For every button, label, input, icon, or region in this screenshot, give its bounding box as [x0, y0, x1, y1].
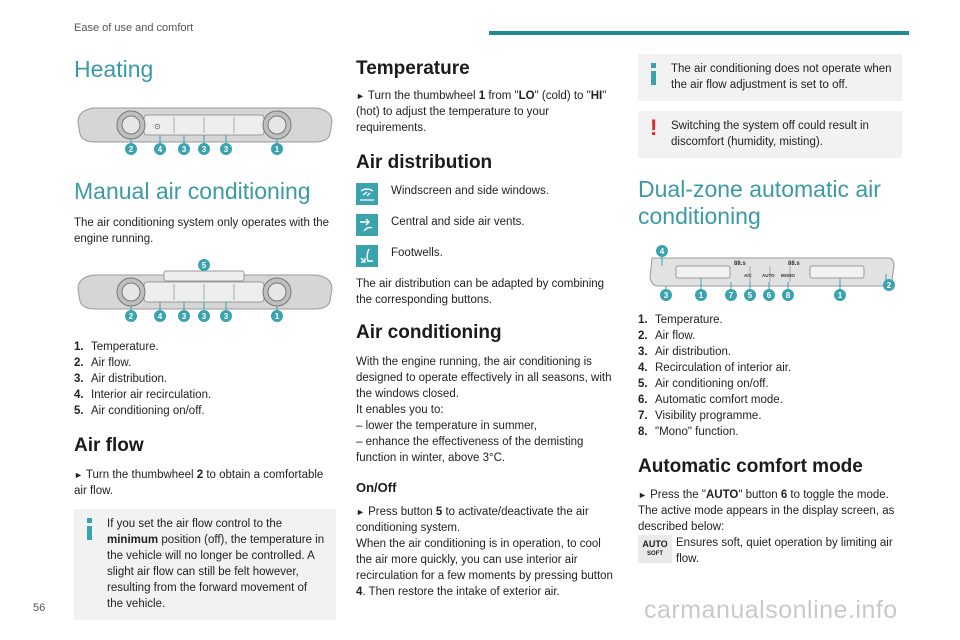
warning-note: ! Switching the system off could result in discomfort (humidity, misting). — [638, 111, 902, 158]
list-item: Windscreen and side windows. — [356, 183, 620, 210]
display-temp-right: 88.s — [788, 261, 800, 267]
list-item: 4. Interior air recirculation. — [74, 389, 212, 401]
auto-button-label: AUTO — [762, 273, 775, 278]
callout: 2 — [128, 145, 134, 154]
column-middle — [356, 50, 620, 600]
warning-icon: ! — [650, 115, 658, 140]
auto-step: ► Press the "AUTO" button 6 to toggle the mode. — [638, 489, 889, 501]
list-item: 2. Air flow. — [74, 357, 132, 369]
callout: 7 — [728, 291, 734, 300]
heading-automatic-comfort: Automatic comfort mode — [638, 456, 863, 477]
callout: 2 — [128, 312, 134, 321]
callout: 4 — [659, 247, 665, 256]
info-icon — [87, 518, 92, 540]
ac-button-label: A/C — [744, 273, 752, 278]
display-temp-left: 88.s — [734, 261, 746, 267]
heading-manual-ac: Manual air conditioning — [74, 178, 311, 204]
distribution-text: The air distribution can be adapted by combining the corresponding buttons. — [356, 278, 605, 306]
windscreen-icon — [356, 183, 378, 205]
callout: 1 — [274, 312, 280, 321]
callout: 1 — [837, 291, 843, 300]
callout: 2 — [886, 281, 892, 290]
auto-soft-text: Ensures soft, quiet operation by limiting air flow. — [676, 537, 893, 565]
list-item: 3. Air distribution. — [74, 373, 168, 385]
callout: 6 — [766, 291, 772, 300]
list-item: 4. Recirculation of interior air. — [638, 362, 792, 374]
callout: 8 — [785, 291, 791, 300]
callout: 3 — [201, 145, 207, 154]
list-item: Footwells. — [356, 245, 620, 272]
section-title: Ease of use and comfort — [74, 22, 194, 34]
callout: 3 — [663, 291, 669, 300]
manual-ac-text: The air conditioning system only operates with the engine running. — [74, 217, 330, 245]
auto-text: The active mode appears in the display screen, as described below: — [638, 505, 895, 533]
page-number: 56 — [33, 602, 46, 614]
list-item: Central and side air vents. — [356, 214, 620, 241]
info-note: If you set the air flow control to the minimum position (off), the temperature in the vehicle will no longer be controlled. A slight air flow can still be felt however, resulting from the forward movement of the vehicle. — [74, 509, 336, 620]
callout: 5 — [201, 261, 207, 270]
callout: 3 — [223, 145, 229, 154]
heading-air-flow: Air flow — [74, 435, 144, 456]
manual-ac-panel-illustration — [74, 259, 336, 325]
ac-bullet: – lower the temperature in summer, — [356, 420, 537, 432]
auto-soft-icon: AUTO SOFT — [638, 535, 672, 563]
heading-on-off: On/Off — [356, 480, 397, 495]
heading-air-conditioning: Air conditioning — [356, 322, 502, 343]
list-item: 5. Air conditioning on/off. — [74, 405, 205, 417]
heating-panel-illustration — [74, 100, 336, 158]
list-item: 1. Temperature. — [74, 341, 159, 353]
heading-heating: Heating — [74, 56, 154, 82]
callout: 3 — [181, 312, 187, 321]
ac-text: It enables you to: — [356, 404, 444, 416]
callout: 5 — [747, 291, 753, 300]
temperature-step: ► Turn the thumbwheel 1 from "LO" (cold) to "HI" (hot) to adjust the temperature to your requirements. — [356, 90, 607, 134]
callout: 3 — [223, 312, 229, 321]
callout: 3 — [201, 312, 207, 321]
heading-air-distribution: Air distribution — [356, 152, 493, 173]
auto-soft-row — [638, 535, 902, 567]
mono-button-label: MONO — [781, 273, 795, 278]
watermark: carmanualsonline.info — [644, 596, 898, 624]
dual-zone-panel-illustration — [638, 244, 902, 302]
heading-temperature: Temperature — [356, 58, 470, 79]
list-item: 6. Automatic comfort mode. — [638, 394, 783, 406]
heading-dual-zone: Dual-zone automatic air conditioning — [638, 176, 881, 229]
distribution-list — [356, 183, 620, 272]
info-note: The air conditioning does not operate when the air flow adjustment is set to off. — [638, 54, 902, 101]
list-item: 1. Temperature. — [638, 314, 723, 326]
list-item: 2. Air flow. — [638, 330, 696, 342]
ac-bullet: – enhance the effectiveness of the demisting function in winter, above 3°C. — [356, 436, 584, 464]
callout: 4 — [157, 145, 163, 154]
air-flow-step: ► Turn the thumbwheel 2 to obtain a comfortable air flow. — [74, 469, 324, 497]
callout: 4 — [157, 312, 163, 321]
info-icon — [651, 63, 656, 85]
footwells-icon — [356, 245, 378, 267]
list-item: 8. "Mono" function. — [638, 426, 739, 438]
ac-text: With the engine running, the air conditioning is designed to operate effectively in all seasons, with the windows closed. — [356, 356, 612, 400]
on-off-text: When the air conditioning is in operation, to cool the air more quickly, you can use interior air recirculation for a few moments by pressing button 4. Then restore the intake of exterior air. — [356, 538, 613, 598]
dual-zone-legend — [638, 312, 902, 440]
callout: 3 — [181, 145, 187, 154]
column-left — [74, 50, 336, 620]
callout: 1 — [274, 145, 280, 154]
list-item: 5. Air conditioning on/off. — [638, 378, 769, 390]
manual-ac-legend — [74, 339, 336, 419]
vents-icon — [356, 214, 378, 236]
list-item: 3. Air distribution. — [638, 346, 732, 358]
header-accent-bar — [489, 31, 909, 35]
column-right — [638, 50, 902, 567]
svg-text:⊙: ⊙ — [154, 122, 161, 131]
on-off-step: ► Press button 5 to activate/deactivate the air conditioning system. — [356, 506, 589, 534]
callout: 1 — [698, 291, 704, 300]
list-item: 7. Visibility programme. — [638, 410, 762, 422]
